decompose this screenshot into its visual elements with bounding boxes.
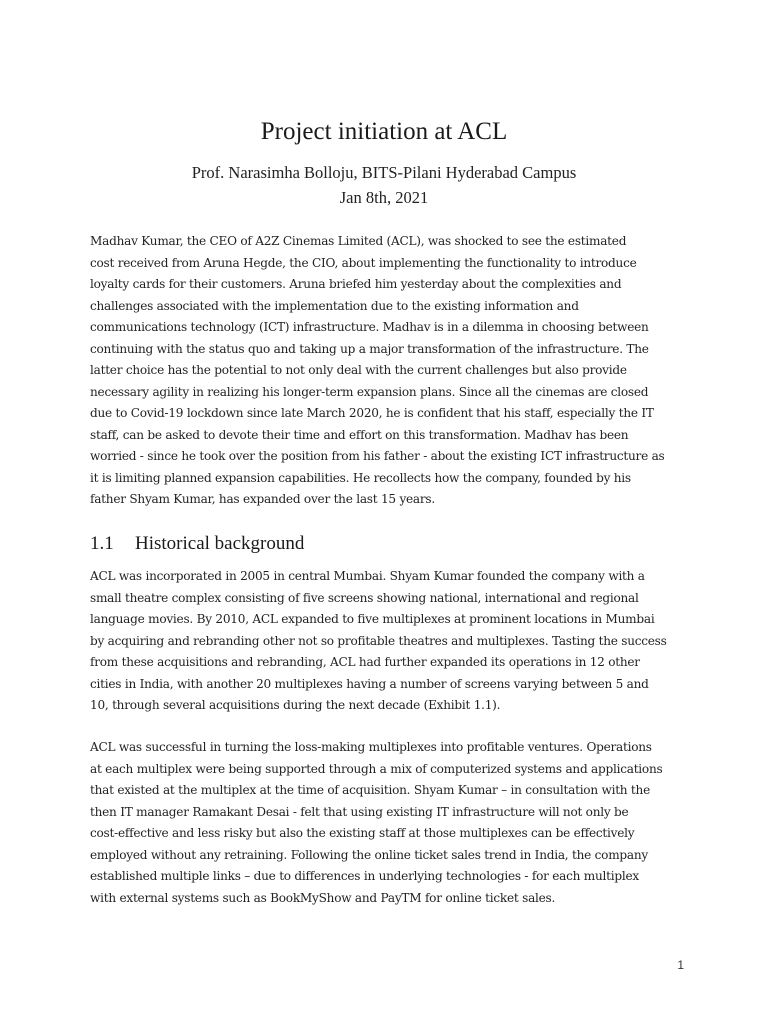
paragraph-line: ACL was successful in turning the loss-making multiplexes into profitable ventures. Operations [90, 740, 652, 754]
document-author: Prof. Narasimha Bolloju, BITS-Pilani Hyderabad Campus [191, 163, 577, 182]
paragraph-line: then IT manager Ramakant Desai - felt that using existing IT infrastructure will not only be [90, 804, 629, 819]
paragraph-line: necessary agility in realizing his longer-term expansion plans. Since all the cinemas are closed [90, 384, 649, 399]
paragraph-line: by acquiring and rebranding other not so profitable theatres and multiplexes. Tasting the success [90, 633, 667, 648]
paragraph-line: cost-effective and less risky but also the existing staff at those multiplexes can be effectively [90, 826, 635, 840]
paragraph-line: cities in India, with another 20 multiplexes having a number of screens varying between 5 and [90, 676, 649, 691]
history-paragraph-2 [90, 737, 680, 909]
paragraph-line: cost received from Aruna Hegde, the CIO, about implementing the functionality to introduce [90, 255, 637, 270]
section-number: 1.1 [90, 533, 114, 554]
paragraph-line: 10, through several acquisitions during the next decade (Exhibit 1.1). [90, 698, 501, 712]
paragraph-line: that existed at the multiplex at the time of acquisition. Shyam Kumar – in consultation with the [90, 783, 650, 797]
document-date: Jan 8th, 2021 [339, 188, 429, 207]
paragraph-line: due to Covid-19 lockdown since late March 2020, he is confident that his staff, especially the IT [90, 406, 654, 420]
paragraph-line: father Shyam Kumar, has expanded over the last 15 years. [90, 492, 435, 506]
paragraph-line: worried - since he took over the position from his father - about the existing ICT infrastructure as [90, 449, 665, 463]
paragraph-line: latter choice has the potential to not only deal with the current challenges but also provide [90, 363, 627, 377]
paragraph-line: communications technology (ICT) infrastructure. Madhav is in a dilemma in choosing between [90, 320, 649, 334]
document-title: Project initiation at ACL [260, 118, 508, 145]
paragraph-line: established multiple links – due to differences in underlying technologies - for each multiplex [90, 869, 639, 883]
paragraph-line: with external systems such as BookMyShow and PayTM for online ticket sales. [90, 890, 556, 905]
paragraph-line: small theatre complex consisting of five screens showing national, international and regional [90, 590, 639, 605]
section-title: Historical background [135, 533, 305, 554]
section-heading [90, 533, 304, 555]
paragraph-line: at each multiplex were being supported through a mix of computerized systems and applications [90, 761, 663, 776]
history-paragraph-1 [90, 566, 680, 717]
paragraph-line: Madhav Kumar, the CEO of A2Z Cinemas Limited (ACL), was shocked to see the estimated [90, 234, 627, 248]
paragraph-line: ACL was incorporated in 2005 in central Mumbai. Shyam Kumar founded the company with a [90, 569, 645, 583]
paragraph-line: from these acquisitions and rebranding, ACL had further expanded its operations in 12 other [90, 655, 640, 669]
paragraph-line: staff, can be asked to devote their time and effort on this transformation. Madhav has been [90, 427, 629, 442]
intro-paragraph [90, 231, 680, 511]
paragraph-line: continuing with the status quo and taking up a major transformation of the infrastructure. The [90, 341, 649, 356]
page-number: 1 [677, 958, 684, 972]
paragraph-line: loyalty cards for their customers. Aruna briefed him yesterday about the complexities and [90, 277, 622, 291]
paragraph-line: it is limiting planned expansion capabilities. He recollects how the company, founded by his [90, 470, 631, 485]
paragraph-line: language movies. By 2010, ACL expanded to five multiplexes at prominent locations in Mumbai [90, 612, 655, 626]
paragraph-line: employed without any retraining. Following the online ticket sales trend in India, the company [90, 847, 648, 862]
paragraph-line: challenges associated with the implementation due to the existing information and [90, 298, 579, 313]
